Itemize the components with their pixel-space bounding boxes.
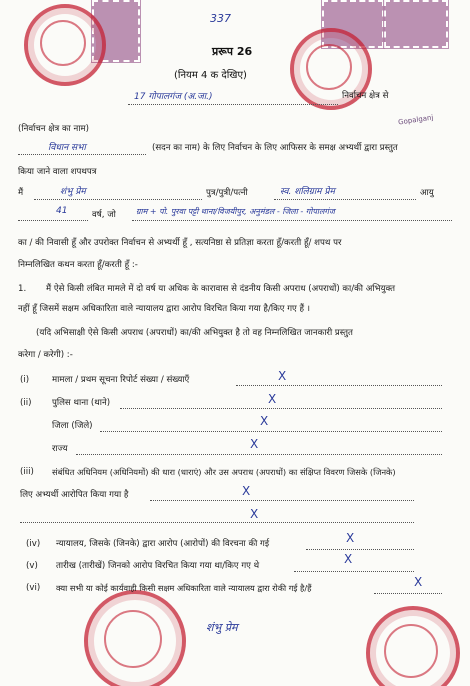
main-prefix: मैं	[18, 188, 24, 198]
item-vi-dotline	[374, 593, 442, 594]
item-vi-text: क्या सभी या कोई कार्यवाही किसी सक्षम अधिकारिता वाले न्यायालय द्वारा रोकी गई है/हैं	[56, 583, 312, 593]
name-handwritten: शंभु प्रेम	[60, 187, 86, 197]
father-dotline	[274, 199, 416, 200]
item-iii-dotline	[150, 500, 414, 501]
para1-number: 1.	[18, 284, 27, 294]
revenue-stamp-right-2	[384, 0, 448, 48]
item-iii-extra-dotline	[20, 522, 414, 523]
item-district-dotline	[100, 431, 442, 432]
constituency-label: निर्वाचन क्षेत्र से	[342, 91, 389, 101]
para1-line1: मैं ऐसे किसी लंबित मामले में दो वर्ष या अधिक के कारावास से दंडनीय किसी अपराध (अपराधों) का/की अभियुक्त	[46, 284, 396, 294]
para2-line1: (यदि अभिसाक्षी ऐसे किसी अपराध (अपराधों) का/की अभियुक्त है तो वह निम्नलिखित जानकारी प्रस्तुत	[36, 328, 353, 338]
constituency-name-label: (निर्वाचन क्षेत्र का नाम)	[18, 124, 89, 134]
item-iv-number: (iv)	[26, 539, 41, 549]
declare-text: निम्नलिखित कथन करता हूँ/करती हूँ :-	[18, 260, 138, 270]
residency-text: का / की निवासी हूँ और उपरोक्त निर्वाचन से अभ्यर्थी हूँ , सत्यनिष्ठा से प्रतिज्ञा करता हूँ/करती हूँ/ शपथ पर	[18, 238, 342, 248]
item-iii-cross: X	[242, 484, 251, 498]
item-iv-cross: X	[346, 531, 355, 545]
item-state-dotline	[76, 454, 442, 455]
handwritten-top-number: 337	[210, 12, 231, 25]
affidavit-line: किया जाने वाला शपथपत्र	[18, 167, 97, 177]
age-handwritten: 41	[56, 206, 68, 216]
item-v-number: (v)	[26, 561, 38, 571]
address-handwritten: ग्राम + पो. पुरवा पट्टी थाना/विजयीपुर, अनुमंडल - जिला - गोपालगंज	[136, 207, 335, 216]
stamp-side-text: Gopalganj	[397, 113, 434, 127]
item-district-cross: X	[260, 414, 269, 428]
signature-handwritten: शंभु प्रेम	[206, 621, 238, 634]
father-handwritten: स्व. शलिग्राम प्रेम	[280, 187, 335, 197]
item-vi-number: (vi)	[26, 583, 41, 593]
item-v-cross: X	[344, 552, 353, 566]
item-i-cross: X	[278, 369, 287, 383]
constituency-handwritten: 17 गोपालगंज (अ.जा.)	[134, 92, 213, 102]
item-iii-line2: लिए अभ्यर्थी आरोपित किया गया है	[20, 490, 129, 500]
age-label: आयु	[420, 188, 434, 198]
item-i-text: मामला / प्रथम सूचना रिपोर्ट संख्या / संख्याएँ	[52, 375, 190, 385]
para2-line2: करेगा / करेगी) :-	[18, 350, 73, 360]
relation-label: पुत्र/पुत्री/पत्नी	[206, 188, 248, 198]
house-dotline	[18, 154, 146, 155]
years-text: वर्ष, जो	[92, 210, 116, 220]
item-state-text: राज्य	[52, 444, 68, 454]
item-ii-dotline	[120, 408, 442, 409]
item-i-number: (i)	[20, 375, 30, 385]
item-i-dotline	[236, 385, 442, 386]
item-iii-text: संबंधित अधिनियम (अधिनियमों) की धारा (धाराएं) और उस अपराध (अपराधों) का संक्षिप्त विवरण जिसके (जिनके)	[52, 467, 396, 477]
item-ii-number: (ii)	[20, 398, 32, 408]
house-handwritten: विधान सभा	[48, 143, 86, 153]
age-dotline	[18, 220, 88, 221]
item-iv-dotline	[306, 549, 414, 550]
address-dotline	[132, 220, 452, 221]
item-iii-number: (iii)	[20, 467, 34, 477]
item-v-text: तारीख (तारीखें) जिनको आरोप विरचित किया गया था/किए गए थे	[56, 561, 260, 571]
form-subtitle: (नियम 4 क देखिए)	[174, 70, 247, 81]
item-state-cross: X	[250, 437, 259, 451]
court-seal-top-right-inner	[306, 44, 352, 90]
item-ii-cross: X	[268, 392, 277, 406]
para1-line2: नहीं हूँ जिसमें सक्षम अधिकारिता वाले न्यायालय द्वारा आरोप विरचित किया गया है/किए गए हैं ।	[18, 304, 311, 314]
item-iv-text: न्यायालय, जिसके (जिनके) द्वारा आरोप (आरोपों) की विरचना की गई	[56, 539, 270, 549]
court-seal-top-left-inner	[40, 20, 86, 66]
house-text: (सदन का नाम) के लिए निर्वाचन के लिए आफिसर के समक्ष अभ्यर्थी द्वारा प्रस्तुत	[152, 143, 398, 153]
form-title: प्ररूप 26	[212, 45, 253, 58]
item-v-dotline	[294, 571, 414, 572]
name-dotline	[34, 199, 202, 200]
constituency-dotline	[128, 104, 338, 105]
court-seal-bottom-left-inner	[104, 610, 162, 668]
item-ii-text: पुलिस थाना (थाने)	[52, 398, 111, 408]
court-seal-bottom-right-inner	[384, 624, 438, 678]
item-district-text: जिला (जिले)	[52, 421, 93, 431]
item-vi-cross: X	[414, 575, 423, 589]
item-iii-extra-cross: X	[250, 507, 259, 521]
